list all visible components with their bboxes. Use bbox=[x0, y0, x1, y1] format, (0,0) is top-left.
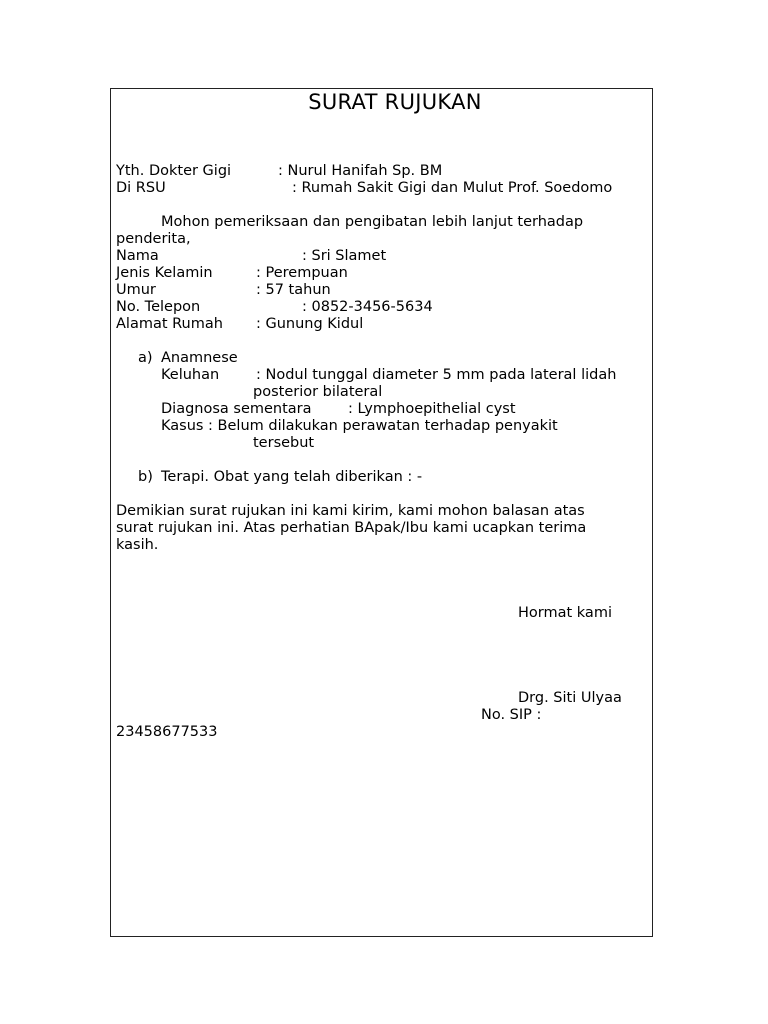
case-line1: Kasus : Belum dilakukan perawatan terhadap penyakit bbox=[161, 418, 558, 434]
complaint-value-line2: posterior bilateral bbox=[253, 384, 383, 400]
complaint-label: Keluhan bbox=[161, 367, 220, 383]
recipient-hospital-value: : Rumah Sakit Gigi dan Mulut Prof. Soedomo bbox=[292, 180, 613, 196]
diagnosis-value: : Lymphoepithelial cyst bbox=[348, 401, 516, 417]
section-b-text: Terapi. Obat yang telah diberikan : - bbox=[161, 469, 423, 485]
closing-line3: kasih. bbox=[116, 537, 159, 553]
section-b-marker: b) bbox=[138, 469, 153, 485]
signature-greeting: Hormat kami bbox=[518, 605, 612, 621]
letter-title: SURAT RUJUKAN bbox=[308, 90, 482, 114]
recipient-hospital-label: Di RSU bbox=[116, 180, 166, 196]
sip-label: No. SIP : bbox=[481, 707, 542, 723]
patient-age-value: : 57 tahun bbox=[256, 282, 331, 298]
intro-text-line1: Mohon pemeriksaan dan pengibatan lebih lanjut terhadap bbox=[161, 214, 584, 230]
patient-gender-label: Jenis Kelamin bbox=[116, 265, 213, 281]
patient-address-value: : Gunung Kidul bbox=[256, 316, 364, 332]
recipient-doctor-value: : Nurul Hanifah Sp. BM bbox=[278, 163, 443, 179]
patient-phone-label: No. Telepon bbox=[116, 299, 201, 315]
section-a-heading: Anamnese bbox=[161, 350, 238, 366]
intro-text-line2: penderita, bbox=[116, 231, 191, 247]
case-line2: tersebut bbox=[253, 435, 315, 451]
patient-address-label: Alamat Rumah bbox=[116, 316, 223, 332]
patient-age-label: Umur bbox=[116, 282, 156, 298]
section-a-marker: a) bbox=[138, 350, 153, 366]
diagnosis-label: Diagnosa sementara bbox=[161, 401, 312, 417]
complaint-value-line1: : Nodul tunggal diameter 5 mm pada lateral lidah bbox=[256, 367, 617, 383]
patient-gender-value: : Perempuan bbox=[256, 265, 348, 281]
closing-line1: Demikian surat rujukan ini kami kirim, kami mohon balasan atas bbox=[116, 503, 585, 519]
sip-number: 23458677533 bbox=[116, 724, 218, 740]
patient-phone-value: : 0852-3456-5634 bbox=[302, 299, 433, 315]
patient-name-value: : Sri Slamet bbox=[302, 248, 387, 264]
patient-name-label: Nama bbox=[116, 248, 159, 264]
closing-line2: surat rujukan ini. Atas perhatian BApak/Ibu kami ucapkan terima bbox=[116, 520, 587, 536]
signature-name: Drg. Siti Ulyaa bbox=[518, 690, 622, 706]
recipient-doctor-label: Yth. Dokter Gigi bbox=[116, 163, 232, 179]
